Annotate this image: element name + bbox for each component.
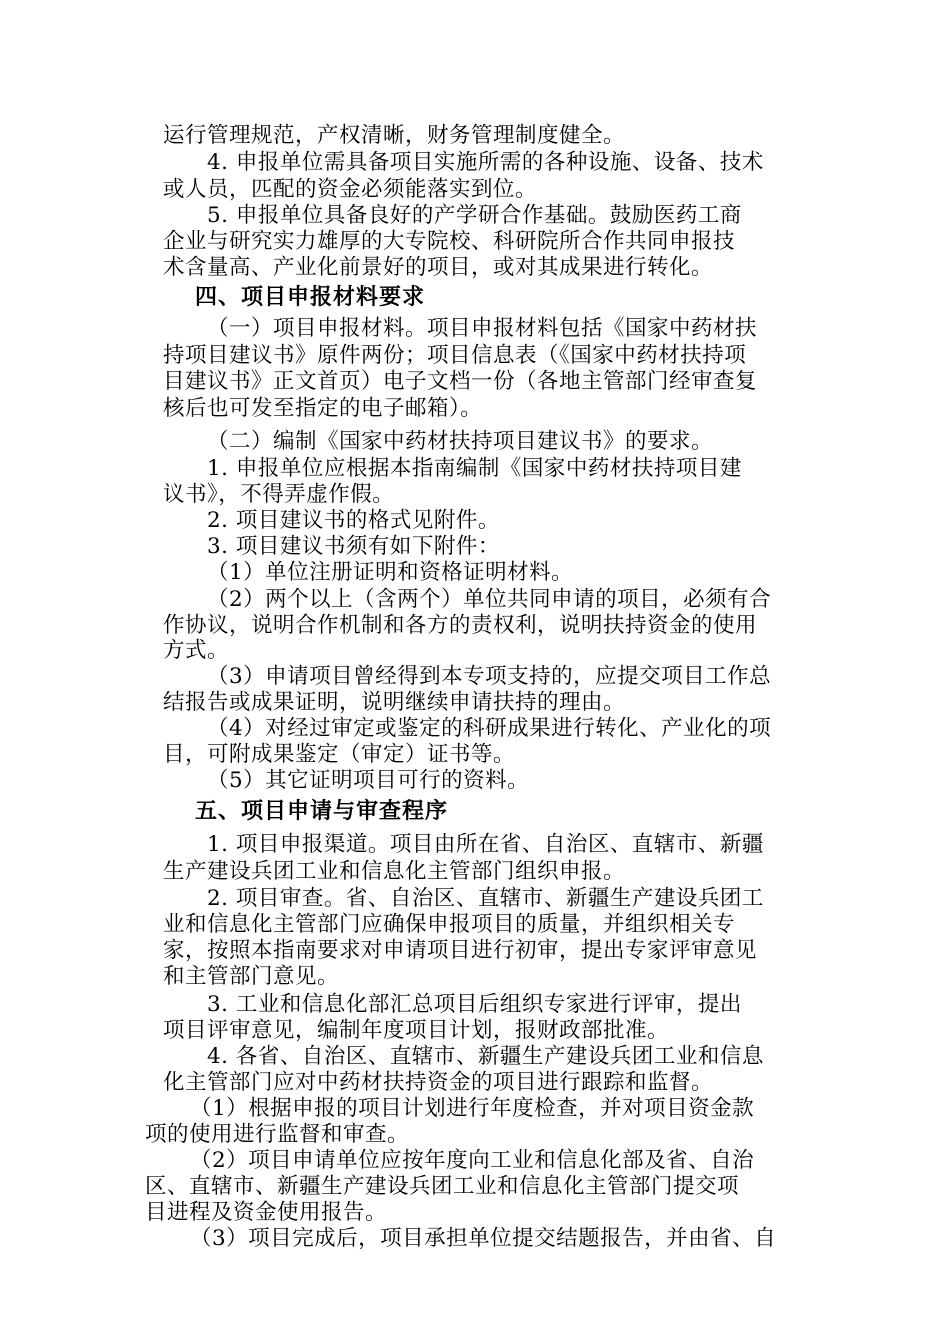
body-text-line: 项的使用进行监督和审查。 [145, 1122, 410, 1147]
body-text-line: 3. 工业和信息化部汇总项目后组织专家进行评审，提出 [207, 992, 742, 1017]
body-text-line: 2. 项目建议书的格式见附件。 [207, 508, 500, 533]
body-text-line: 或人员，匹配的资金必须能落实到位。 [163, 177, 538, 202]
section-heading: 五、项目申请与审查程序 [195, 799, 449, 824]
body-text-line: 2. 项目审查。省、自治区、直辖市、新疆生产建设兵团工 [207, 886, 764, 911]
body-text-line: 方式。 [163, 638, 230, 663]
body-text-line: 目建议书》正文首页）电子文档一份（各地主管部门经审查复 [163, 369, 758, 394]
body-text-line: 项目评审意见，编制年度项目计划，报财政部批准。 [163, 1018, 670, 1043]
body-text-line: 3. 项目建议书须有如下附件： [207, 534, 500, 559]
body-text-line: 结报告或成果证明，说明继续申请扶持的理由。 [163, 690, 626, 715]
body-text-line: （2）两个以上（含两个）单位共同申请的项目，必须有合 [207, 587, 772, 612]
body-text-line: 4. 申报单位需具备项目实施所需的各种设施、设备、技术 [207, 150, 764, 175]
body-text-line: 化主管部门应对中药材扶持资金的项目进行跟踪和监督。 [163, 1070, 714, 1095]
body-text-line: （一）项目申报材料。项目申报材料包括《国家中药材扶 [207, 316, 758, 341]
body-text-line: （4）对经过审定或鉴定的科研成果进行转化、产业化的项 [207, 716, 772, 741]
body-text-line: 企业与研究实力雄厚的大专院校、科研院所合作共同申报技 [163, 229, 736, 254]
body-text-line: （3）项目完成后，项目承担单位提交结题报告，并由省、自 [190, 1226, 777, 1251]
body-text-line: 议书》，不得弄虚作假。 [163, 482, 395, 507]
body-text-line: 术含量高、产业化前景好的项目，或对其成果进行转化。 [163, 255, 714, 280]
body-text-line: 家，按照本指南要求对申请项目进行初审，提出专家评审意见 [163, 938, 758, 963]
body-text-line: 目，可附成果鉴定（审定）证书等。 [163, 742, 516, 767]
body-text-line: （1）单位注册证明和资格证明材料。 [207, 560, 574, 585]
section-heading: 四、项目申报材料要求 [195, 285, 426, 310]
body-text-line: （3）申请项目曾经得到本专项支持的，应提交项目工作总 [207, 664, 772, 689]
body-text-line: 1. 项目申报渠道。项目由所在省、自治区、直辖市、新疆 [207, 832, 764, 857]
body-text-line: 4. 各省、自治区、直辖市、新疆生产建设兵团工业和信息 [207, 1044, 764, 1069]
body-text-line: 作协议，说明合作机制和各方的责权利，说明扶持资金的使用 [163, 613, 758, 638]
body-text-line: 运行管理规范，产权清晰，财务管理制度健全。 [163, 123, 626, 148]
body-text-line: 业和信息化主管部门应确保申报项目的质量，并组织相关专 [163, 912, 736, 937]
body-text-line: 生产建设兵团工业和信息化主管部门组织申报。 [163, 859, 626, 884]
body-text-line: 1. 申报单位应根据本指南编制《国家中药材扶持项目建 [207, 456, 742, 481]
body-text-line: 核后也可发至指定的电子邮箱）。 [163, 396, 483, 421]
body-text-line: 持项目建议书》原件两份；项目信息表（《国家中药材扶持项 [163, 343, 747, 368]
body-text-line: 区、直辖市、新疆生产建设兵团工业和信息化主管部门提交项 [145, 1174, 740, 1199]
body-text-line: （二）编制《国家中药材扶持项目建议书》的要求。 [207, 429, 714, 454]
body-text-line: （1）根据申报的项目计划进行年度检查，并对项目资金款 [190, 1096, 755, 1121]
body-text-line: （2）项目申请单位应按年度向工业和信息化部及省、自治 [190, 1148, 755, 1173]
body-text-line: 5. 申报单位具备良好的产学研合作基础。鼓励医药工商 [207, 203, 742, 228]
body-text-line: （5）其它证明项目可行的资料。 [207, 768, 530, 793]
body-text-line: 和主管部门意见。 [163, 964, 340, 989]
body-text-line: 目进程及资金使用报告。 [145, 1200, 388, 1225]
